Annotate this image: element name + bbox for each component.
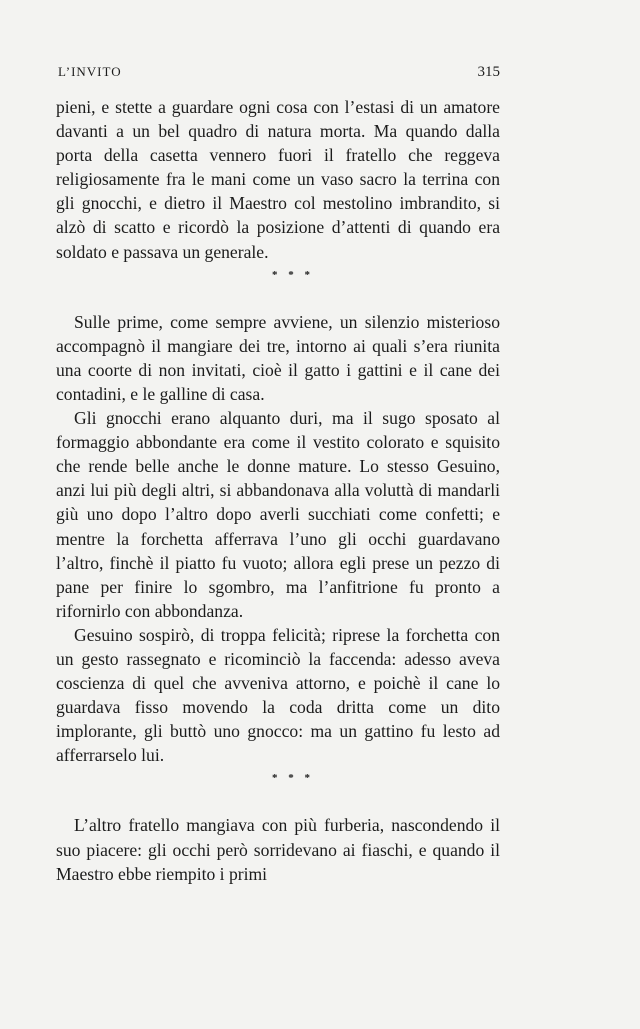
section-separator: * * * [272,772,314,785]
paragraph: L’altro fratello mangiava con più furberia, nascondendo il suo piacere: gli occhi però sorridevano ai fiaschi, e quando il Maestro ebbe riempito i primi [56,815,500,884]
paragraph: Gesuino sospirò, di troppa felicità; riprese la forchetta con un gesto rassegnato e ricominciò la faccenda: adesso aveva coscienza di quel che avveniva attorno, e poichè il cane lo guardava fisso movendo la coda dritta come un dito implorante, gli buttò uno gnocco: ma un gattino fu lesto ad afferrarselo lui. [56,624,500,766]
running-header [56,64,500,81]
book-page [56,64,500,886]
paragraph: Gli gnocchi erano alquanto duri, ma il sugo sposato al formaggio abbondante era come il vestito colorato e squisito che rende belle anche le donne mature. Lo stesso Gesuino, anzi lui più degli altri, si abbandonava alla voluttà di mandarli giù uno dopo l’altro dopo averli succhiati come confetti; e mentre la forchetta afferrava l’uno gli occhi guardavano l’altro, finchè il piatto fu vuoto; allora egli prese un pezzo di pane per finire lo sgombro, ma l’anfitrione fu pronto a rifornirlo con abbondanza. [56,408,500,621]
running-title: L’INVITO [58,64,122,79]
paragraph-continued: pieni, e stette a guardare ogni cosa con l’estasi di un amatore davanti a un bel quadro di natura morta. Ma quando dalla porta della casetta vennero fuori il fratello che reggeva religiosamente fra le mani come un vaso sacro la terrina con gli gnocchi, e dietro il Maestro col mestolino imbrandito, si alzò di scatto e ricordò la posizione d’attenti di quando era soldato e passava un generale. [56,97,500,262]
paragraph: Sulle prime, come sempre avviene, un silenzio misterioso accompagnò il mangiare dei tre, intorno ai quali s’era riunita una coorte di non invitati, cioè il gatto i gattini e il cane dei contadini, e le galline di casa. [56,311,500,404]
page-number: 315 [477,64,500,80]
section-separator: * * * [272,268,314,281]
